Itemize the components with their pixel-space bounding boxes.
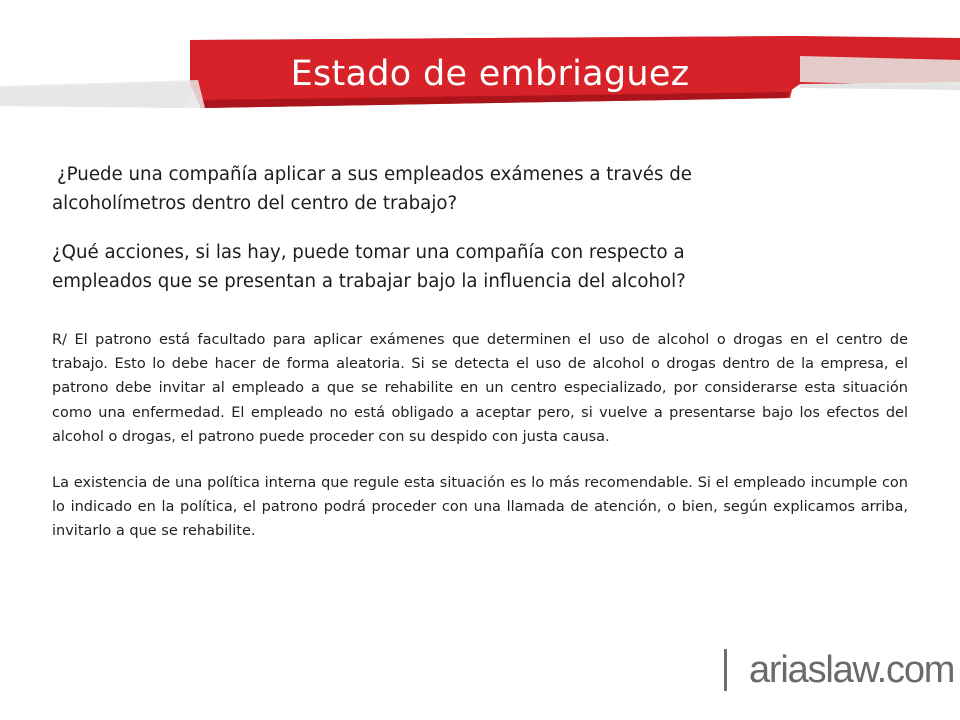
logo-text: ariaslaw.com (749, 648, 955, 691)
logo-divider (724, 649, 727, 691)
slide-title: Estado de embriaguez (290, 54, 690, 94)
questions-block (52, 160, 772, 296)
answer-paragraph-2: La existencia de una política interna que regule esta situación es lo más recomendable. Si el empleado incumple con lo indicado en la política, el patrono podrá proceder con una llamada de atención, o bien, según explicamos arriba, invitarlo a que se rehabilite. (52, 475, 908, 540)
answers-block (52, 328, 908, 544)
question-1: ¿Puede una compañía aplicar a sus empleados exámenes a través de alcoholímetros dentro del centro de trabajo? (52, 164, 692, 214)
brand-logo (724, 648, 954, 692)
answer-paragraph-1: R/ El patrono está facultado para aplicar exámenes que determinen el uso de alcohol o drogas en el centro de trabajo. Esto lo debe hacer de forma aleatoria. Si se detecta el uso de alcohol o drogas dentro de la empresa, el patrono debe invitar al empleado a que se rehabilite en un centro especializado, por considerarse esta situación como una enfermedad. El empleado no está obligado a aceptar pero, si vuelve a presentarse bajo los efectos del alcohol o drogas, el patrono puede proceder con su despido con justa causa. (52, 332, 908, 445)
question-2: ¿Qué acciones, si las hay, puede tomar una compañía con respecto a empleados que se presentan a trabajar bajo la influencia del alcohol? (52, 242, 686, 292)
